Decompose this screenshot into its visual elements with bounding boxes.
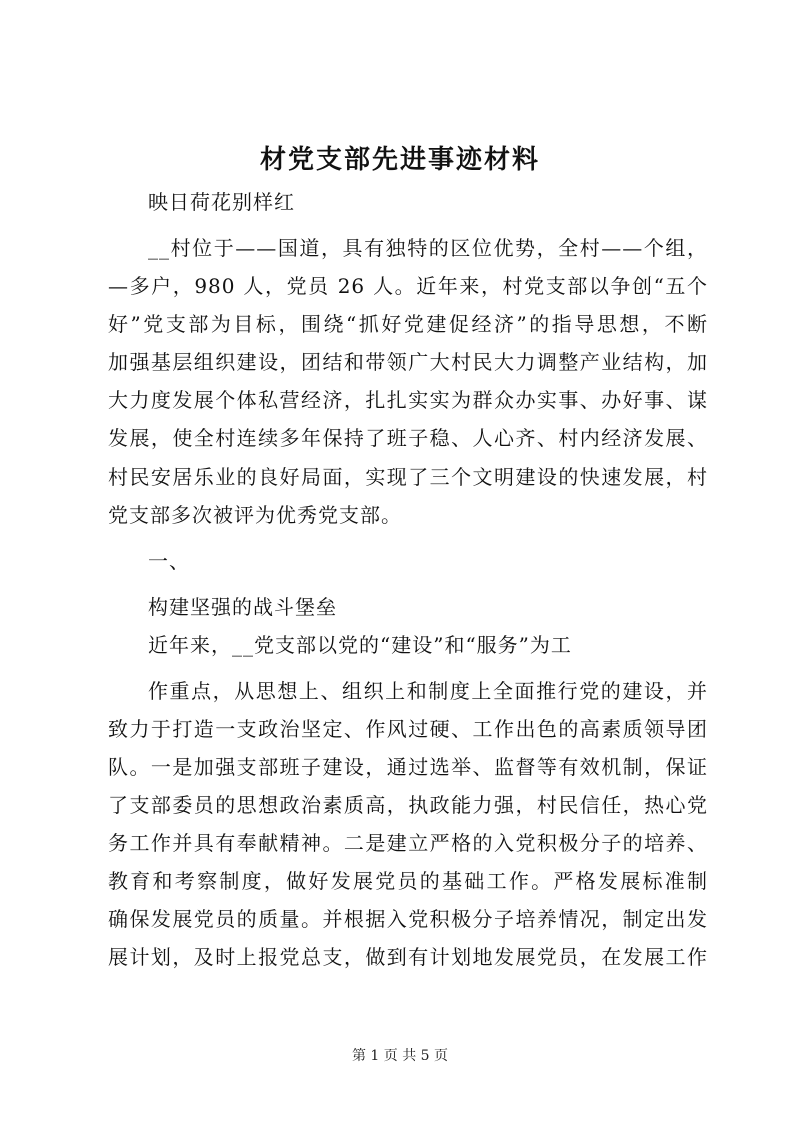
paragraph-line: 村民安居乐业的良好局面，实现了三个文明建设的快速发展，村 [108, 465, 708, 489]
paragraph-line: 大力度发展个体私营经济，扎扎实实为群众办实事、办好事、谋 [108, 388, 708, 412]
section-heading: 构建坚强的战斗堡垒 [148, 595, 337, 619]
paragraph-line: 教育和考察制度，做好发展党员的基础工作。严格发展标准制 [108, 869, 708, 893]
document-title: 材党支部先进事迹材料 [259, 145, 540, 175]
paragraph-line: __村位于——国道，具有独特的区位优势，全村——个组， [148, 236, 708, 260]
paragraph-line: 好”党支部为目标，围绕“抓好党建促经济”的指导思想，不断 [108, 312, 708, 336]
paragraph-line: 党支部多次被评为优秀党支部。 [108, 503, 402, 527]
paragraph-line: 致力于打造一支政治坚定、作风过硬、工作出色的高素质领导团 [108, 717, 708, 741]
paragraph-line: 近年来，__党支部以党的“建设”和“服务”为工 [148, 633, 572, 657]
section-number: 一、 [148, 549, 190, 573]
paragraph-line: 展计划，及时上报党总支，做到有计划地发展党员，在发展工作 [108, 945, 708, 969]
paragraph-line: 加强基层组织建设，团结和带领广大村民大力调整产业结构，加 [108, 350, 708, 374]
paragraph-line: 确保发展党员的质量。并根据入党积极分子培养情况，制定出发 [108, 907, 708, 931]
paragraph-line: 了支部委员的思想政治素质高，执政能力强，村民信任，热心党 [108, 793, 708, 817]
subtitle-line: 映日荷花别样红 [148, 190, 295, 214]
paragraph-line: 队。一是加强支部班子建设，通过选举、监督等有效机制，保证 [108, 755, 708, 779]
paragraph-line: —多户，980 人，党员 26 人。近年来，村党支部以争创“五个 [108, 274, 708, 298]
paragraph-line: 作重点，从思想上、组织上和制度上全面推行党的建设，并 [148, 679, 708, 703]
paragraph-line: 务工作并具有奉献精神。二是建立严格的入党积极分子的培养、 [108, 831, 708, 855]
paragraph-line: 发展，使全村连续多年保持了班子稳、人心齐、村内经济发展、 [108, 426, 708, 450]
page-number-footer: 第 1 页 共 5 页 [351, 1048, 449, 1064]
